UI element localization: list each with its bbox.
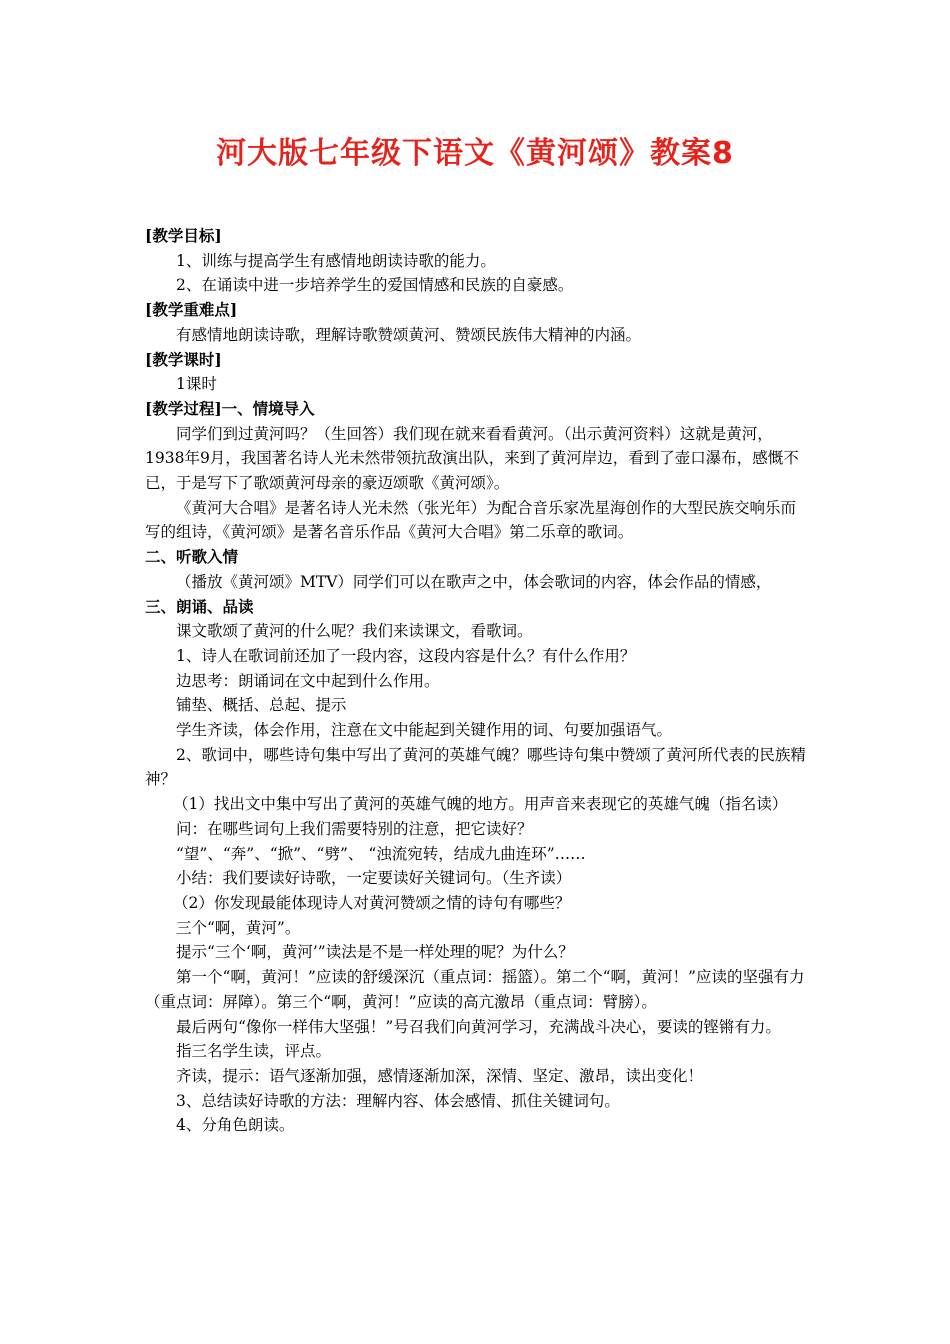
section-heading: 三、朗诵、品读 [145, 596, 254, 616]
paragraph: （2）你发现最能体现诗人对黄河赞颂之情的诗句有哪些？ [173, 893, 571, 912]
paragraph: 边思考：朗诵词在文中起到什么作用。 [176, 671, 440, 690]
paragraph: 课文歌颂了黄河的什么呢？我们来读课文，看歌词。 [176, 622, 533, 641]
paragraph: 《黄河大合唱》是著名诗人光未然（张光年）为配合音乐家冼星海创作的大型民族交响乐而写的组诗，《黄河颂》是著名音乐作品《黄河大合唱》第二乐章的歌词。 [145, 498, 797, 542]
paragraph: 2、歌词中，哪些诗句集中写出了黄河的英雄气魄？哪些诗句集中赞颂了黄河所代表的民族精神？ [145, 745, 806, 789]
paragraph: “望”、“奔”、“掀”、“劈”、 “浊流宛转，结成九曲连环”…… [176, 844, 586, 863]
paragraph: 2、在诵读中进一步培养学生的爱国情感和民族的自豪感。 [176, 276, 574, 295]
section-heading: [教学目标] [145, 226, 222, 245]
paragraph: 1、诗人在歌词前还加了一段内容，这段内容是什么？有什么作用？ [176, 646, 636, 665]
paragraph: （1）找出文中集中写出了黄河的英雄气魄的地方。用声音来表现它的英雄气魄（指名读） [173, 795, 788, 814]
document-body [145, 224, 810, 1138]
paragraph: 指三名学生读，评点。 [176, 1042, 332, 1061]
paragraph: 第一个“啊，黄河！”应读的舒缓深沉（重点词：摇篮）。第二个“啊，黄河！”应读的坚强有力（重点词：屏障）。第三个“啊，黄河！”应读的高亢激昂（重点词：臂膀）。 [145, 968, 805, 1011]
paragraph: 4、分角色朗读。 [176, 1116, 295, 1135]
section-heading: [教学重难点] [145, 300, 238, 320]
paragraph: 提示“三个‘啊，黄河’”读法是不是一样处理的呢？为什么？ [176, 943, 574, 962]
paragraph: 小结：我们要读好诗歌，一定要读好关键词句。（生齐读） [176, 869, 572, 888]
paragraph: 1、训练与提高学生有感情地朗读诗歌的能力。 [176, 251, 496, 270]
paragraph: 铺垫、概括、总起、提示 [176, 696, 347, 715]
paragraph: 1课时 [176, 375, 217, 394]
paragraph: 三个“啊，黄河”。 [176, 918, 301, 937]
paragraph: 齐读，提示：语气逐渐加强，感情逐渐加深，深情、坚定、激昂，读出变化！ [176, 1066, 704, 1085]
paragraph: （播放《黄河颂》MTV）同学们可以在歌声之中，体会歌词的内容，体会作品的情感， [176, 572, 772, 591]
document-title: 河大版七年级下语文《黄河颂》教案8 [216, 136, 734, 171]
paragraph: 同学们到过黄河吗？（生回答）我们现在就来看看黄河。（出示黄河资料）这就是黄河， 1938年9月，我国著名诗人光未然带领抗敌演出队，来到了黄河岸边，看到了壶口瀑布，感慨不已，于是写下了歌颂黄河母亲的豪迈颂歌《黄河颂》。 [145, 424, 799, 493]
paragraph: 最后两句“像你一样伟大坚强！”号召我们向黄河学习，充满战斗决心，要读的铿锵有力。 [176, 1017, 781, 1036]
paragraph: 问：在哪些词句上我们需要特别的注意，把它读好？ [176, 819, 533, 838]
section-heading: 二、听歌入情 [145, 547, 239, 567]
paragraph: 学生齐读，体会作用，注意在文中能起到关键作用的词、句要加强语气。 [176, 721, 673, 740]
section-heading: [教学课时] [145, 349, 222, 369]
paragraph: 3、总结读好诗歌的方法：理解内容、体会感情、抓住关键词句。 [176, 1091, 620, 1110]
section-heading: [教学过程]一、情境导入 [145, 398, 315, 418]
paragraph: 有感情地朗读诗歌，理解诗歌赞颂黄河、赞颂民族伟大精神的内涵。 [176, 325, 642, 344]
